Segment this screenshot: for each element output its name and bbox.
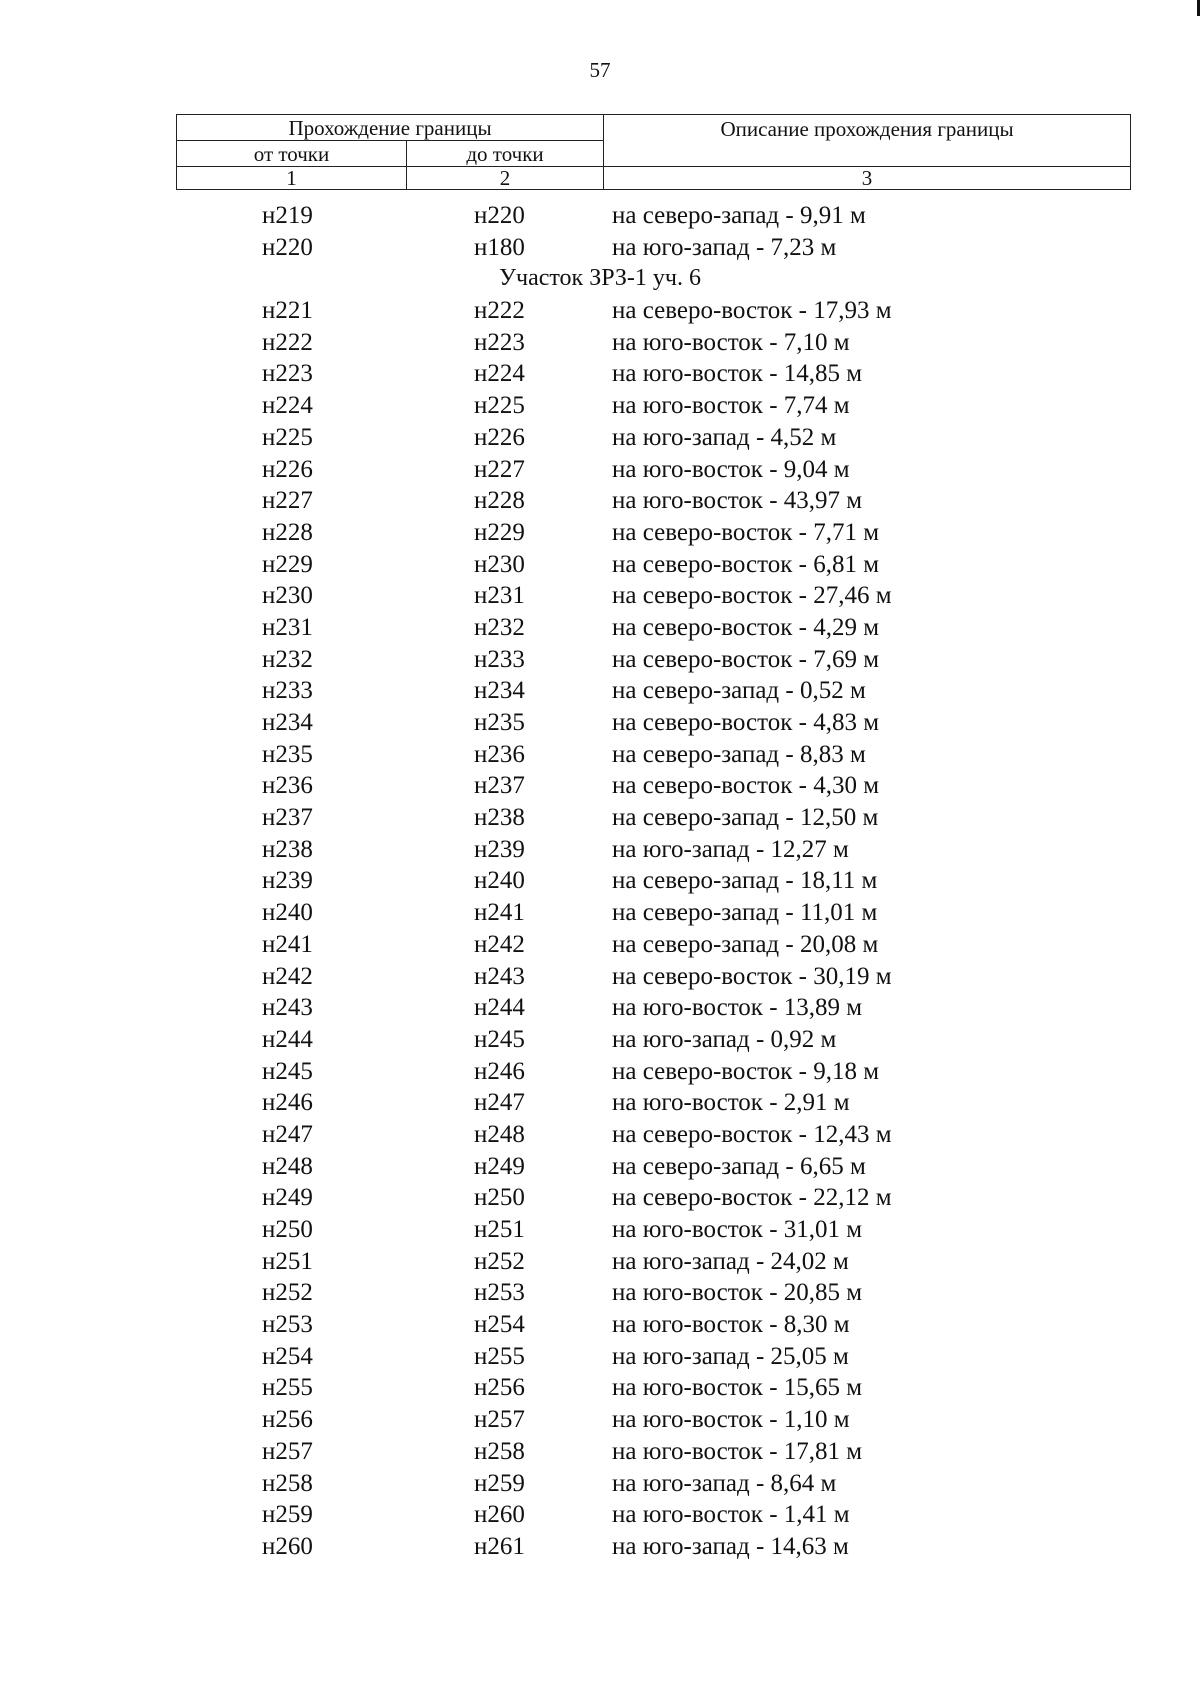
to-point: н230 — [474, 550, 525, 578]
boundary-description: на юго-запад - 24,02 м — [612, 1247, 849, 1275]
from-point: н232 — [262, 645, 313, 673]
boundary-description: на юго-восток - 13,89 м — [612, 994, 863, 1022]
table-row — [0, 644, 1200, 676]
to-point: н223 — [474, 328, 525, 356]
header-col-3: 3 — [604, 167, 1131, 190]
from-point: н228 — [262, 518, 313, 546]
to-point: н261 — [474, 1532, 525, 1560]
table-row — [0, 834, 1200, 866]
from-point: н220 — [262, 233, 313, 261]
to-point: н254 — [474, 1311, 525, 1339]
boundary-description: на юго-запад - 14,63 м — [612, 1532, 849, 1560]
to-point: н240 — [474, 867, 525, 895]
table-row — [0, 295, 1200, 327]
from-point: н241 — [262, 930, 313, 958]
to-point: н259 — [474, 1469, 525, 1497]
to-point: н227 — [474, 455, 525, 483]
to-point: н180 — [474, 233, 525, 261]
table-row — [0, 929, 1200, 961]
table-row — [0, 1404, 1200, 1436]
boundary-description: на юго-запад - 4,52 м — [612, 423, 837, 451]
from-point: н259 — [262, 1501, 313, 1529]
boundary-description: на северо-восток - 6,81 м — [612, 550, 880, 578]
table-row — [0, 549, 1200, 581]
to-point: н247 — [474, 1089, 525, 1117]
to-point: н237 — [474, 772, 525, 800]
to-point: н250 — [474, 1184, 525, 1212]
boundary-description: на юго-восток - 7,10 м — [612, 328, 850, 356]
table-body — [0, 200, 1200, 1563]
to-point: н260 — [474, 1501, 525, 1529]
section-title: Участок ЗРЗ-1 уч. 6 — [499, 265, 701, 292]
boundary-description: на юго-восток - 15,65 м — [612, 1374, 863, 1402]
to-point: н226 — [474, 423, 525, 451]
boundary-description: на северо-восток - 7,71 м — [612, 518, 880, 546]
boundary-description: на северо-восток - 17,93 м — [612, 297, 892, 325]
to-point: н241 — [474, 899, 525, 927]
to-point: н232 — [474, 613, 525, 641]
to-point: н235 — [474, 709, 525, 736]
from-point: н244 — [262, 1025, 313, 1053]
boundary-description: на юго-восток - 31,01 м — [612, 1216, 863, 1243]
boundary-description: на юго-восток - 2,91 м — [612, 1089, 850, 1117]
to-point: н258 — [474, 1437, 525, 1465]
from-point: н235 — [262, 740, 313, 768]
header-description: Описание прохождения границы — [604, 115, 1131, 167]
to-point: н251 — [474, 1216, 525, 1243]
from-point: н250 — [262, 1216, 313, 1243]
from-point: н237 — [262, 804, 313, 832]
from-point: н221 — [262, 297, 313, 325]
table-row — [0, 422, 1200, 454]
from-point: н246 — [262, 1089, 313, 1117]
table-row — [0, 1436, 1200, 1468]
boundary-description: на юго-восток - 9,04 м — [612, 455, 850, 483]
from-point: н255 — [262, 1374, 313, 1402]
to-point: н253 — [474, 1279, 525, 1307]
table-row — [0, 1277, 1200, 1309]
boundary-description: на северо-запад - 11,01 м — [612, 899, 878, 927]
from-point: н240 — [262, 899, 313, 927]
table-row — [0, 327, 1200, 359]
boundary-description: на юго-запад - 7,23 м — [612, 233, 837, 261]
table-row — [0, 897, 1200, 929]
boundary-description: на юго-восток - 1,41 м — [612, 1501, 850, 1529]
table-row — [0, 802, 1200, 834]
header-passage: Прохождение границы — [177, 115, 604, 141]
boundary-description: на юго-запад - 25,05 м — [612, 1342, 849, 1370]
to-point: н255 — [474, 1342, 525, 1370]
to-point: н242 — [474, 930, 525, 958]
boundary-description: на юго-восток - 20,85 м — [612, 1279, 863, 1307]
table-row — [0, 1024, 1200, 1056]
boundary-description: на юго-восток - 1,10 м — [612, 1406, 850, 1434]
boundary-description: на северо-восток - 27,46 м — [612, 582, 892, 610]
table-row — [0, 1214, 1200, 1246]
from-point: н256 — [262, 1406, 313, 1434]
table-row — [0, 454, 1200, 486]
table-row — [0, 1341, 1200, 1373]
to-point: н245 — [474, 1025, 525, 1053]
to-point: н236 — [474, 740, 525, 768]
to-point: н229 — [474, 518, 525, 546]
header-col-2: 2 — [407, 167, 604, 190]
boundary-description: на юго-восток - 43,97 м — [612, 487, 863, 515]
table-row — [0, 485, 1200, 517]
to-point: н228 — [474, 487, 525, 515]
from-point: н234 — [262, 709, 313, 736]
from-point: н254 — [262, 1342, 313, 1370]
table-row — [0, 1309, 1200, 1341]
table-row — [0, 1056, 1200, 1088]
to-point: н246 — [474, 1057, 525, 1085]
table-row — [0, 390, 1200, 422]
boundary-description: на северо-запад - 20,08 м — [612, 930, 879, 958]
boundary-description: на юго-восток - 7,74 м — [612, 392, 850, 420]
boundary-description: на северо-запад - 6,65 м — [612, 1152, 866, 1180]
table-row — [0, 232, 1200, 264]
to-point: н256 — [474, 1374, 525, 1402]
from-point: н243 — [262, 994, 313, 1022]
table-row — [0, 739, 1200, 771]
from-point: н252 — [262, 1279, 313, 1307]
header-to-point: до точки — [407, 141, 604, 167]
boundary-description: на юго-восток - 14,85 м — [612, 360, 863, 388]
table-row — [0, 1119, 1200, 1151]
to-point: н238 — [474, 804, 525, 832]
to-point: н222 — [474, 297, 525, 325]
boundary-description: на северо-запад - 0,52 м — [612, 677, 866, 705]
table-row — [0, 707, 1200, 739]
to-point: н239 — [474, 835, 525, 863]
boundary-description: на северо-восток - 30,19 м — [612, 962, 892, 990]
from-point: н245 — [262, 1057, 313, 1085]
boundary-description: на юго-восток - 17,81 м — [612, 1437, 863, 1465]
table-row — [0, 1182, 1200, 1214]
to-point: н248 — [474, 1120, 525, 1148]
table-row — [0, 1246, 1200, 1278]
from-point: н253 — [262, 1311, 313, 1339]
boundary-description: на северо-восток - 4,30 м — [612, 772, 880, 800]
to-point: н225 — [474, 392, 525, 420]
from-point: н219 — [262, 202, 313, 229]
table-header — [176, 114, 1131, 190]
to-point: н252 — [474, 1247, 525, 1275]
to-point: н257 — [474, 1406, 525, 1434]
from-point: н239 — [262, 867, 313, 895]
table-row — [0, 1531, 1200, 1563]
to-point: н224 — [474, 360, 525, 388]
from-point: н225 — [262, 423, 313, 451]
to-point: н244 — [474, 994, 525, 1022]
boundary-description: на северо-восток - 12,43 м — [612, 1120, 892, 1148]
table-row — [0, 1372, 1200, 1404]
boundary-description: на северо-восток - 22,12 м — [612, 1184, 892, 1212]
boundary-description: на северо-запад - 18,11 м — [612, 867, 878, 895]
from-point: н227 — [262, 487, 313, 515]
boundary-description: на северо-запад - 8,83 м — [612, 740, 866, 768]
from-point: н248 — [262, 1152, 313, 1180]
boundary-description: на северо-восток - 7,69 м — [612, 645, 880, 673]
table-row — [0, 358, 1200, 390]
to-point: н233 — [474, 645, 525, 673]
table-row — [0, 1468, 1200, 1500]
from-point: н238 — [262, 835, 313, 863]
to-point: н231 — [474, 582, 525, 610]
from-point: н242 — [262, 962, 313, 990]
from-point: н257 — [262, 1437, 313, 1465]
table-row — [0, 770, 1200, 802]
table-row — [0, 675, 1200, 707]
table-row — [0, 961, 1200, 993]
table-row — [0, 580, 1200, 612]
boundary-description: на юго-запад - 8,64 м — [612, 1469, 837, 1497]
boundary-description: на северо-восток - 4,83 м — [612, 709, 880, 736]
boundary-description: на северо-восток - 4,29 м — [612, 613, 880, 641]
from-point: н229 — [262, 550, 313, 578]
boundary-description: на юго-запад - 0,92 м — [612, 1025, 837, 1053]
from-point: н222 — [262, 328, 313, 356]
header-from-point: от точки — [177, 141, 407, 167]
from-point: н224 — [262, 392, 313, 420]
from-point: н236 — [262, 772, 313, 800]
table-row — [0, 517, 1200, 549]
boundary-description: на северо-восток - 9,18 м — [612, 1057, 880, 1085]
table-row — [0, 1499, 1200, 1531]
table-row — [0, 992, 1200, 1024]
section-row — [0, 263, 1200, 295]
table-row — [0, 200, 1200, 232]
table-row — [0, 1151, 1200, 1183]
page-number: 57 — [589, 58, 611, 82]
to-point: н234 — [474, 677, 525, 705]
from-point: н230 — [262, 582, 313, 610]
table-row — [0, 612, 1200, 644]
from-point: н231 — [262, 613, 313, 641]
header-col-1: 1 — [177, 167, 407, 190]
from-point: н260 — [262, 1532, 313, 1560]
from-point: н247 — [262, 1120, 313, 1148]
from-point: н223 — [262, 360, 313, 388]
to-point: н249 — [474, 1152, 525, 1180]
from-point: н249 — [262, 1184, 313, 1212]
boundary-description: на северо-запад - 9,91 м — [612, 202, 866, 229]
boundary-description: на юго-восток - 8,30 м — [612, 1311, 850, 1339]
from-point: н251 — [262, 1247, 313, 1275]
to-point: н243 — [474, 962, 525, 990]
from-point: н233 — [262, 677, 313, 705]
from-point: н258 — [262, 1469, 313, 1497]
boundary-description: на юго-запад - 12,27 м — [612, 835, 849, 863]
table-row — [0, 1087, 1200, 1119]
table-row — [0, 865, 1200, 897]
from-point: н226 — [262, 455, 313, 483]
to-point: н220 — [474, 202, 525, 229]
boundary-description: на северо-запад - 12,50 м — [612, 804, 879, 832]
